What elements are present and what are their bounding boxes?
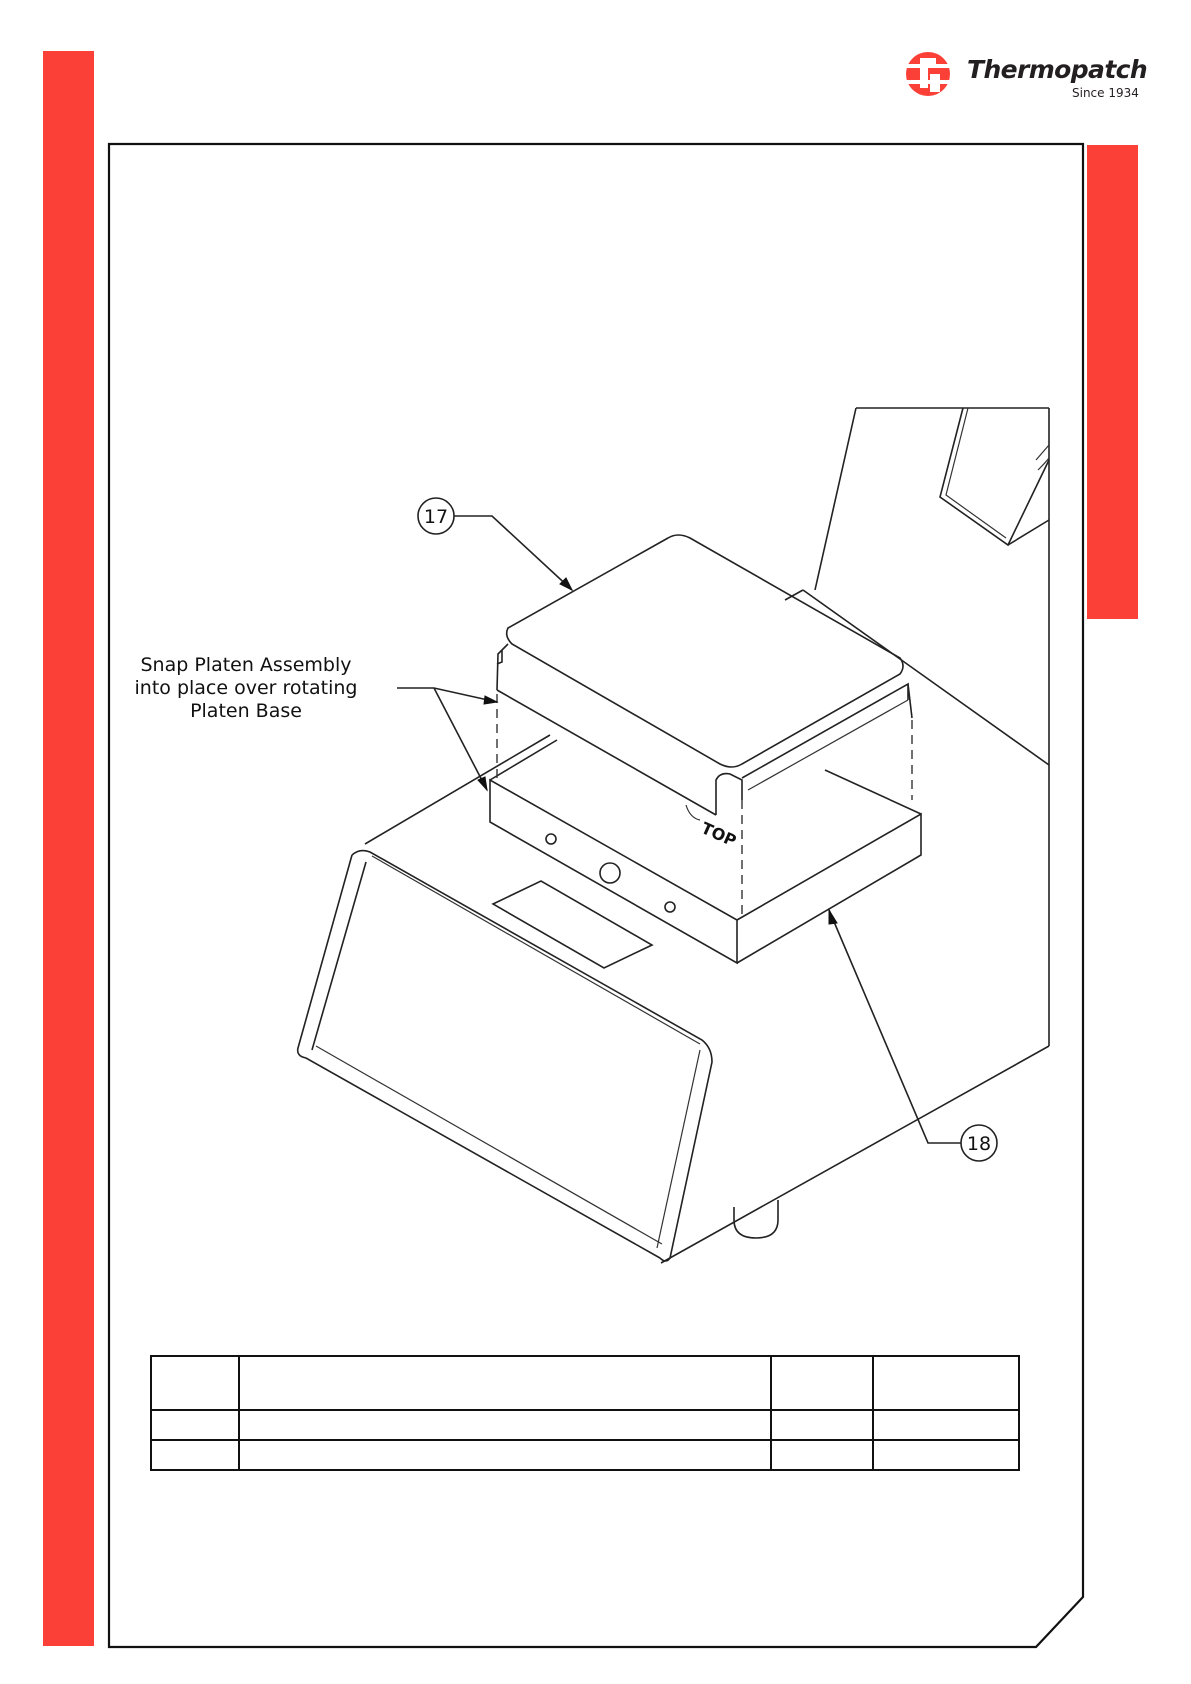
callout-18	[829, 910, 997, 1161]
table-row	[151, 1410, 1019, 1440]
table-row	[151, 1440, 1019, 1470]
brand-tagline: Since 1934	[1072, 86, 1139, 100]
note-line-3: Platen Base	[190, 700, 302, 722]
header-cell	[151, 1356, 239, 1410]
table-cell	[771, 1440, 873, 1470]
platen-base-hole-right	[665, 902, 675, 912]
header-cell	[873, 1356, 1019, 1410]
header-cell	[239, 1356, 771, 1410]
top-mark: TOP	[698, 818, 740, 851]
platen-assembly	[497, 535, 912, 851]
platen-base-hole-left	[546, 834, 556, 844]
platen-base-knob	[600, 863, 620, 883]
note-line-1: Snap Platen Assembly	[140, 654, 352, 676]
parts-table	[150, 1355, 1020, 1471]
table-cell	[239, 1440, 771, 1470]
alignment-lines	[497, 694, 912, 920]
table-cell	[873, 1440, 1019, 1470]
platen-base	[490, 740, 921, 963]
table-cell	[873, 1410, 1019, 1440]
table-cell	[771, 1410, 873, 1440]
parts-table-header	[151, 1356, 1019, 1410]
callout-17	[418, 498, 572, 590]
callout-17-label: 17	[423, 506, 449, 528]
note-line-2: into place over rotating	[134, 677, 358, 699]
table-cell	[239, 1410, 771, 1440]
assembly-note	[135, 654, 497, 790]
machine-column	[815, 408, 1049, 1046]
brand-name: Thermopatch	[967, 55, 1148, 84]
table-cell	[151, 1440, 239, 1470]
callout-18-label: 18	[966, 1133, 992, 1155]
table-cell	[151, 1410, 239, 1440]
header-cell	[771, 1356, 873, 1410]
